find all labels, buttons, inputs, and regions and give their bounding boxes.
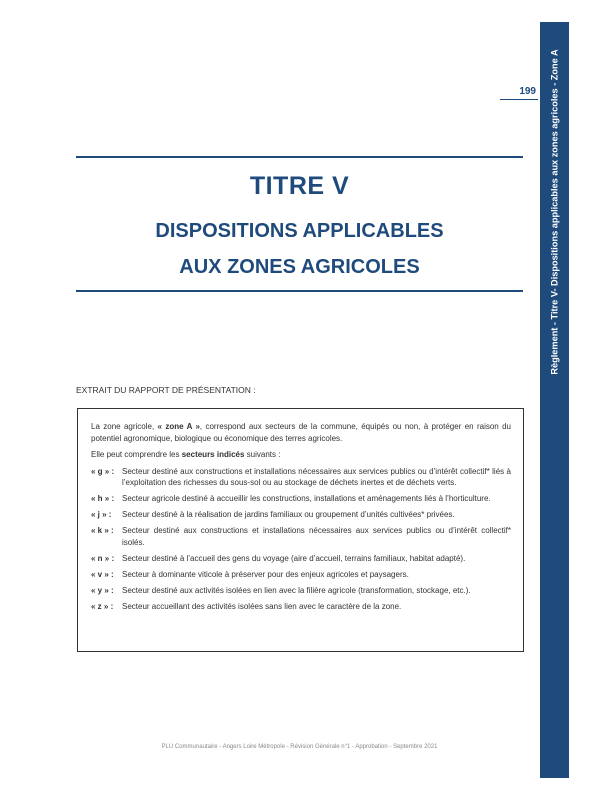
intro-before: La zone agricole, — [91, 422, 158, 431]
sector-item — [91, 601, 511, 613]
intro-after: , correspond aux secteurs de la commune, équipés ou non, à protéger en raison du potentiel agronomique, biologique ou économique des terres agricoles. — [91, 422, 511, 443]
sector-item — [91, 525, 511, 548]
sector-code: « j » : — [91, 510, 112, 519]
intro-zone: « zone A » — [157, 422, 200, 431]
sector-text: Secteur destiné aux constructions et installations nécessaires aux services publics ou d’intérêt collectif* liés à l’exploitation des richesses du sous-sol ou au stockage de déchets inertes et de déchets verts. — [122, 466, 511, 487]
page-number-underline — [500, 99, 538, 100]
sector-code: « v » : — [91, 569, 114, 579]
sector-text: Secteur destiné à la réalisation de jardins familiaux ou groupement d’unités cultivées* privées. — [122, 510, 455, 519]
sectors-intro — [91, 449, 511, 461]
sector-text: Secteur destiné aux constructions et installations nécessaires aux services publics ou d’intérêt collectif* isolés. — [122, 526, 511, 547]
sector-text: Secteur destiné aux activités isolées en lien avec la filière agricole (transformation, stockage, etc.). — [122, 585, 471, 595]
title-rule-bottom — [76, 290, 523, 292]
sector-item — [91, 585, 511, 597]
page-title: TITRE V — [249, 172, 350, 200]
sector-text: Secteur agricole destiné à accueillir les constructions, installations et aménagements liés à l’horticulture. — [122, 494, 491, 503]
sectors-intro-after: suivants : — [244, 450, 281, 459]
title-rule-top — [76, 156, 523, 158]
sector-item — [91, 493, 511, 505]
sector-code: « k » : — [91, 526, 114, 535]
sector-code: « n » : — [91, 553, 115, 563]
sector-text: Secteur à dominante viticole à préserver pour des enjeux agricoles et paysagers. — [122, 569, 409, 579]
side-tab — [540, 22, 569, 402]
intro-paragraph — [91, 421, 511, 444]
side-tab-label: Règlement - Titre V- Dispositions applicables aux zones agricoles - Zone A — [549, 49, 560, 375]
sector-text: Secteur destiné à l’accueil des gens du voyage (aire d’accueil, terrains familiaux, habitat adapté). — [122, 553, 466, 563]
page-number: 199 — [519, 86, 536, 97]
sector-code: « h » : — [91, 494, 115, 503]
extrait-label: EXTRAIT DU RAPPORT DE PRÉSENTATION : — [76, 385, 256, 395]
sectors-intro-bold: secteurs indicés — [181, 450, 245, 459]
subtitle-line-2: AUX ZONES AGRICOLES — [179, 256, 420, 278]
sector-item — [91, 466, 511, 489]
extrait-box — [77, 408, 524, 652]
sector-item — [91, 569, 511, 581]
subtitle-line-1: DISPOSITIONS APPLICABLES — [155, 220, 444, 242]
sector-item — [91, 553, 511, 565]
sectors-intro-before: Elle peut comprendre les — [91, 450, 182, 459]
sector-code: « y » : — [91, 585, 114, 595]
sector-code: « z » : — [91, 601, 114, 611]
sector-item — [91, 509, 511, 521]
sector-code: « g » : — [91, 466, 115, 476]
sector-text: Secteur accueillant des activités isolées sans lien avec le caractère de la zone. — [122, 601, 402, 611]
page-footer: PLU Communautaire - Angers Loire Métropole - Révision Générale n°1 - Approbation - Septembre 2021 — [161, 744, 438, 750]
